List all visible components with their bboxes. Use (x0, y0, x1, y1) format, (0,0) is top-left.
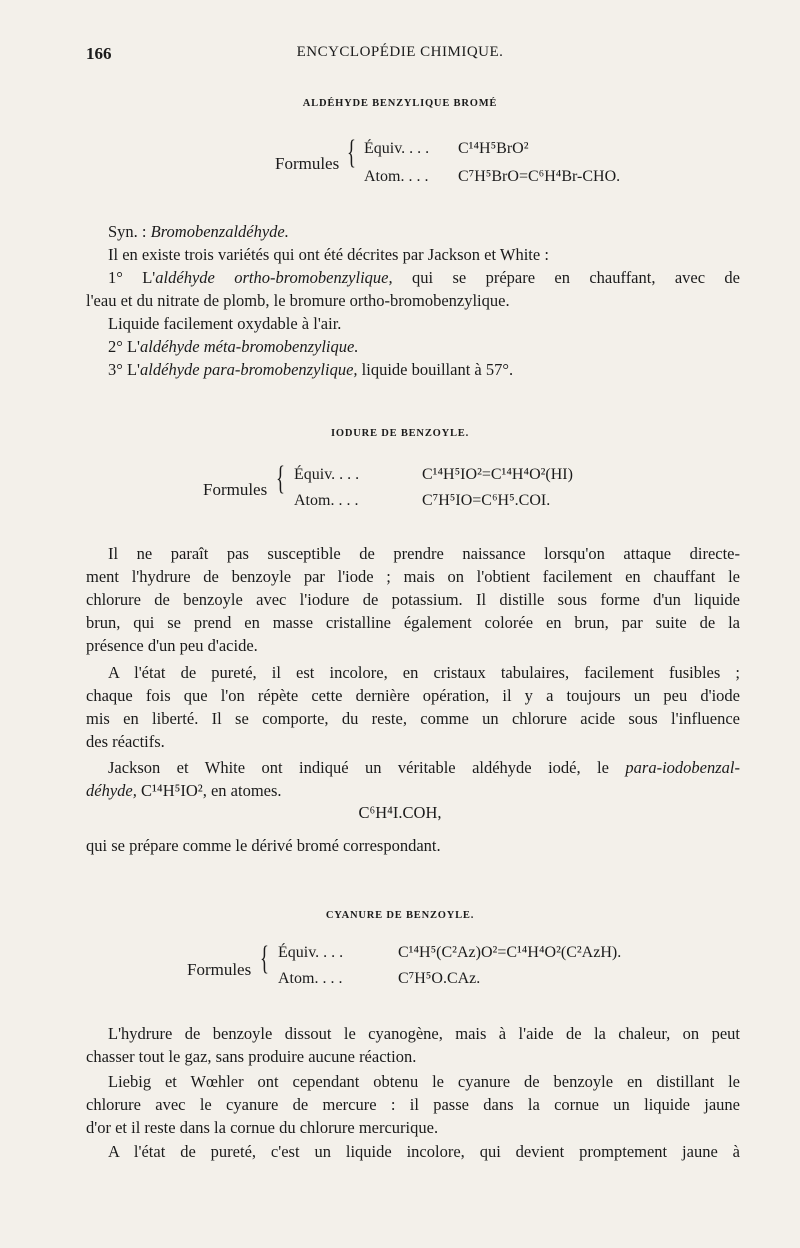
formula-value: C⁷H⁵BrO=C⁶H⁴Br-CHO. (458, 168, 621, 185)
text-line: Liebig et Wœhler ont cependant obtenu le cyanure de benzoyle en distillant le (108, 1072, 740, 1091)
text-line: A l'état de pureté, il est incolore, en cristaux tabulaires, facilement fusibles ; (108, 663, 740, 682)
text-line: des réactifs. (86, 732, 165, 751)
text-line: présence d'un peu d'acide. (86, 636, 258, 655)
text-line: d'or et il reste dans la cornue du chlorure mercurique. (86, 1118, 439, 1137)
text-line: chlorure de benzoyle avec l'iodure de potassium. Il distille sous forme d'un liquide (86, 590, 740, 609)
text-line: L'hydrure de benzoyle dissout le cyanogène, mais à l'aide de la chaleur, on peut (108, 1024, 740, 1043)
formula-label: Atom. . . . (294, 492, 359, 509)
formula-value: C⁷H⁵O.CAz. (398, 970, 481, 987)
text-line: Il en existe trois variétés qui ont été décrites par Jackson et White : (108, 245, 549, 264)
paragraph-cyanure-liebig (86, 1070, 740, 1139)
paragraph-aldehyde-iode (86, 756, 740, 802)
section-title-cyanure-de-benzoyle: CYANURE DE BENZOYLE. (325, 910, 475, 921)
text-line: chlorure avec le cyanure de mercure : il passe dans la cornue un liquide jaune (86, 1095, 740, 1114)
text-line: Liquide facilement oxydable à l'air. (108, 314, 342, 333)
text-line: A l'état de pureté, c'est un liquide incolore, qui devient promptement jaune à (108, 1142, 740, 1161)
paragraph-cyanure-cyanogene (86, 1022, 740, 1068)
text-line: chasser tout le gaz, sans produire aucune réaction. (86, 1047, 417, 1066)
text-line: brun, qui se prend en masse cristalline également colorée en brun, par suite de la (86, 613, 740, 632)
text-line: déhyde, C¹⁴H⁵IO², en atomes. (86, 781, 282, 800)
formula-value: C¹⁴H⁵(C²Az)O²=C¹⁴H⁴O²(C²AzH). (398, 944, 622, 961)
brace-symbol: { (347, 134, 356, 171)
text-line: 1° L'aldéhyde ortho-bromobenzylique, qui se prépare en chauffant, avec de (108, 268, 740, 287)
formula-row-equiv (364, 140, 529, 158)
formula-label: Équiv. . . . (278, 944, 344, 961)
formules-label: Formules (275, 154, 340, 173)
text-line: l'eau et du nitrate de plomb, le bromure ortho-bromobenzylique. (86, 291, 510, 310)
formula-row-atom (294, 492, 550, 510)
formules-label: Formules (203, 480, 268, 499)
formula-row-atom (364, 168, 620, 186)
text-line: Jackson et White ont indiqué un véritable aldéhyde iodé, le para-iodobenzal- (108, 758, 740, 777)
synonym-paragraph (86, 220, 740, 381)
formula-value: C¹⁴H⁵IO²=C¹⁴H⁴O²(HI) (422, 466, 573, 483)
formula-label: Atom. . . . (278, 970, 343, 987)
brace-symbol: { (260, 940, 269, 977)
paragraph-cyanure-purete (86, 1140, 740, 1163)
formula-label: Équiv. . . . (364, 140, 430, 157)
page-number: 166 (86, 44, 112, 63)
formula-row-equiv (278, 944, 621, 962)
text-line: 3° L'aldéhyde para-bromobenzylique, liquide bouillant à 57°. (108, 360, 514, 379)
brace-symbol: { (276, 460, 285, 497)
formula-value: C⁷H⁵IO=C⁶H⁵.COI. (422, 492, 551, 509)
text-line: 2° L'aldéhyde méta-bromobenzylique. (108, 337, 359, 356)
formula-label: Atom. . . . (364, 168, 429, 185)
formula-row-atom (278, 970, 480, 988)
formula-centered: C⁶H⁴I.COH, (358, 803, 442, 822)
text-line: chaque fois que l'on répète cette dernière opération, il y a toujours un peu d'iode (86, 686, 740, 705)
running-title: ENCYCLOPÉDIE CHIMIQUE. (296, 44, 504, 60)
text-line: ment l'hydrure de benzoyle par l'iode ; mais on l'obtient facilement en chauffant le (86, 567, 740, 586)
paragraph-iodure-preparation (86, 542, 740, 657)
section-title-aldehyde-benzylique-brome: ALDÉHYDE BENZYLIQUE BROMÉ (302, 98, 498, 109)
paragraph-aldehyde-iode-end (86, 834, 740, 857)
text-line: mis en liberté. Il se comporte, du reste, comme un chlorure acide sous l'influence (86, 709, 740, 728)
section-title-iodure-de-benzoyle: IODURE DE BENZOYLE. (330, 428, 470, 439)
text-line: qui se prépare comme le dérivé bromé correspondant. (86, 836, 441, 855)
text-line: Syn. : Bromobenzaldéhyde. (108, 222, 289, 241)
formules-label: Formules (187, 960, 252, 979)
formula-label: Équiv. . . . (294, 466, 360, 483)
formula-value: C¹⁴H⁵BrO² (458, 140, 529, 157)
synonym-name: Bromobenzaldéhyde. (150, 222, 289, 241)
formula-row-equiv (294, 466, 573, 484)
text-line: Il ne paraît pas susceptible de prendre naissance lorsqu'on attaque directe- (108, 544, 740, 563)
paragraph-iodure-purete (86, 661, 740, 753)
